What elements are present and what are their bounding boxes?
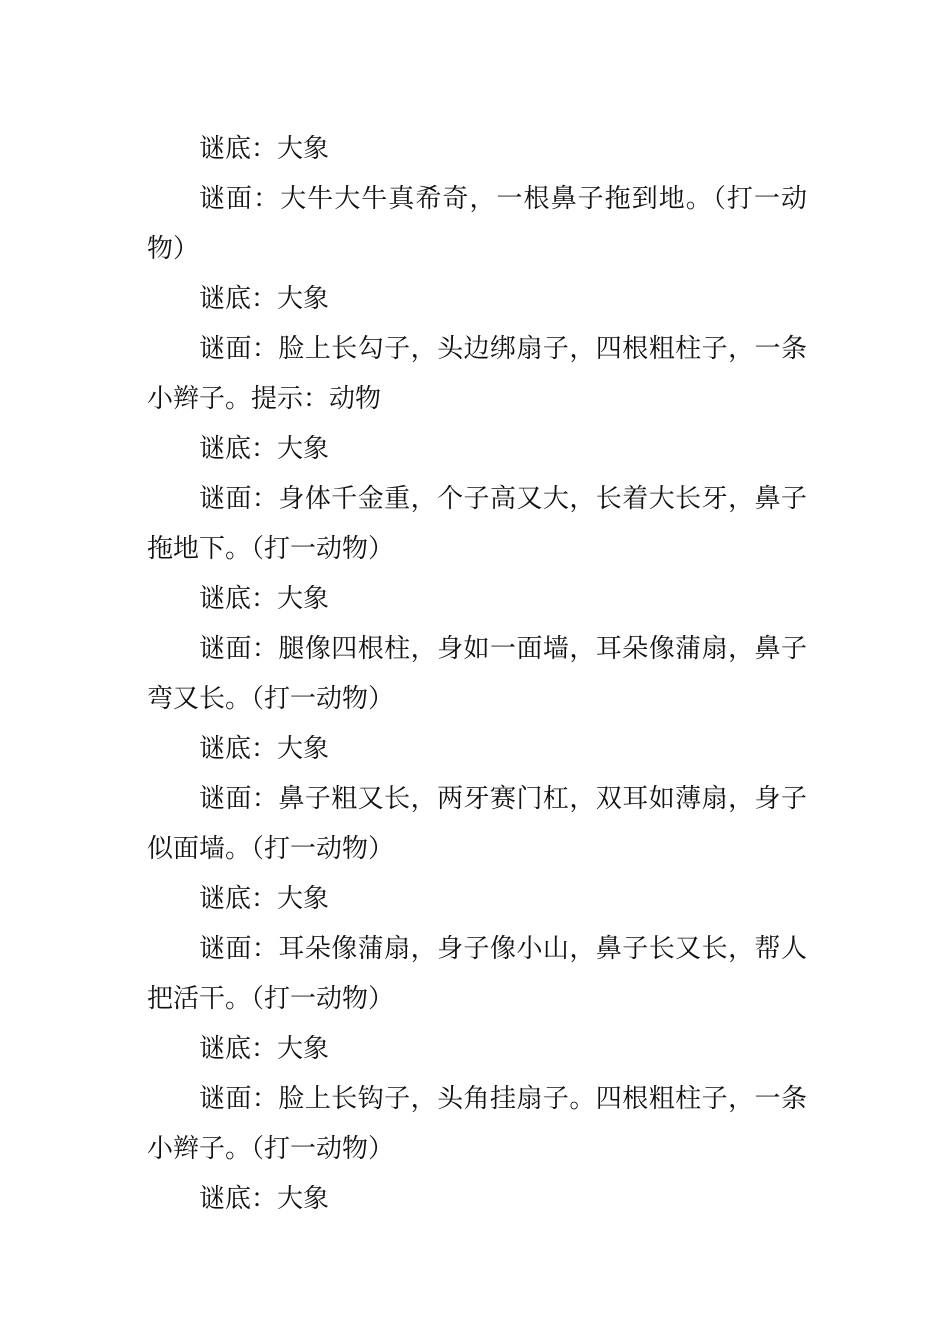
riddle-question: 谜面：耳朵像蒲扇，身子像小山，鼻子长又长，帮人把活干。（打一动物） [147, 934, 807, 1014]
riddle-question: 谜面：身体千金重，个子高又大，长着大长牙，鼻子拖地下。（打一动物） [147, 484, 807, 564]
riddle-answer: 谜底：大象 [199, 134, 330, 164]
riddle-answer: 谜底：大象 [199, 1034, 330, 1064]
document-body [147, 124, 807, 1224]
riddle-question: 谜面：脸上长勾子，头边绑扇子，四根粗柱子，一条小辫子。提示：动物 [147, 334, 807, 414]
riddle-answer: 谜底：大象 [199, 584, 330, 614]
riddle-answer: 谜底：大象 [199, 734, 330, 764]
riddle-question: 谜面：腿像四根柱，身如一面墙，耳朵像蒲扇，鼻子弯又长。（打一动物） [147, 634, 807, 714]
riddle-question: 谜面：鼻子粗又长，两牙赛门杠，双耳如薄扇，身子似面墙。（打一动物） [147, 784, 807, 864]
riddle-answer: 谜底：大象 [199, 884, 330, 914]
riddle-answer: 谜底：大象 [199, 284, 330, 314]
riddle-question: 谜面：脸上长钩子，头角挂扇子。四根粗柱子，一条小辫子。（打一动物） [147, 1084, 807, 1164]
riddle-answer: 谜底：大象 [199, 1184, 330, 1214]
riddle-question: 谜面：大牛大牛真希奇，一根鼻子拖到地。（打一动物） [147, 184, 807, 264]
riddle-answer: 谜底：大象 [199, 434, 330, 464]
